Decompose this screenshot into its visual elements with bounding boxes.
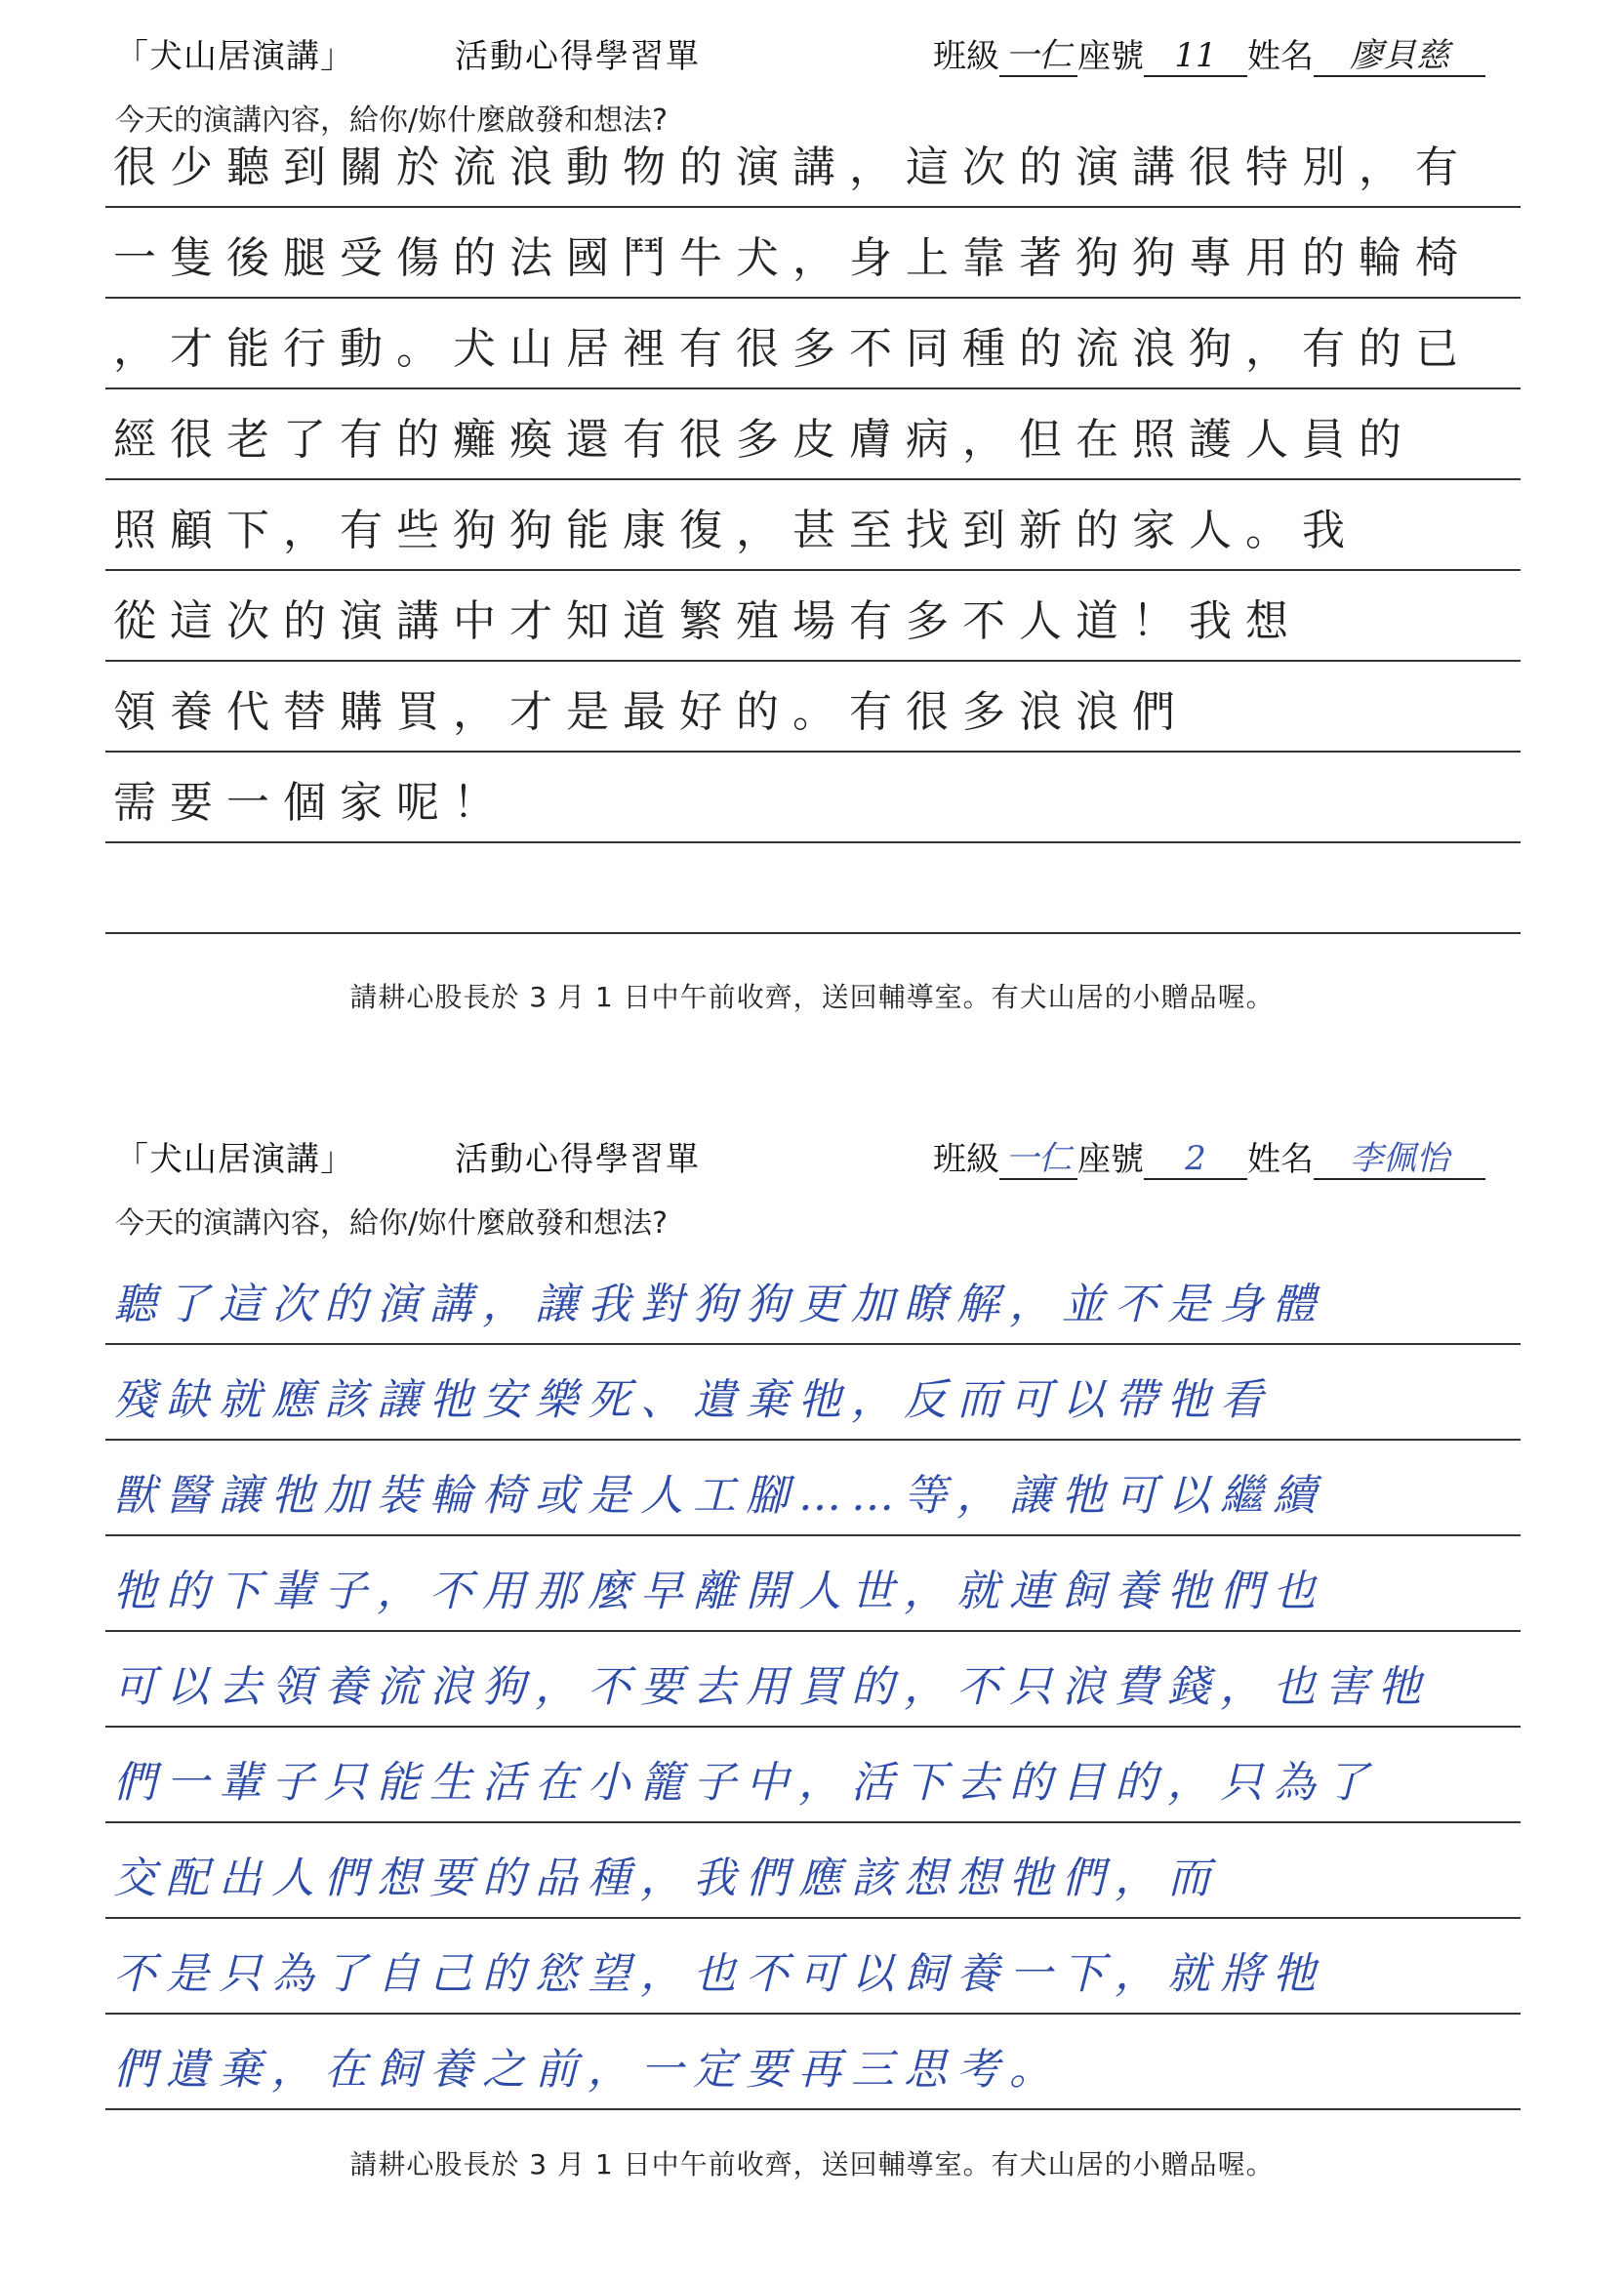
student-info xyxy=(933,29,1485,77)
name-field[interactable]: 李佩怡 xyxy=(1314,1139,1485,1180)
worksheet-2 xyxy=(0,1103,1624,2245)
writing-lines xyxy=(105,1249,1521,2110)
writing-line[interactable] xyxy=(105,843,1521,934)
worksheet-header xyxy=(115,29,1521,78)
writing-line[interactable] xyxy=(105,1345,1521,1441)
writing-line[interactable] xyxy=(105,2015,1521,2110)
name-label: 姓名 xyxy=(1247,37,1314,76)
reflection-prompt: 今天的演講內容，給你/妳什麼啟發和想法? xyxy=(115,103,669,138)
writing-lines xyxy=(105,117,1521,934)
writing-line[interactable] xyxy=(105,662,1521,753)
handwritten-text: 殘缺就應該讓牠安樂死、遺棄牠，反而可以帶牠看 xyxy=(113,1375,1273,1425)
handwritten-text: 們遺棄，在飼養之前，一定要再三思考。 xyxy=(113,2045,1062,2095)
seat-label: 座號 xyxy=(1077,37,1144,76)
handwritten-text: ，才能行動。犬山居裡有很多不同種的流浪狗，有的已 xyxy=(113,324,1472,374)
writing-line[interactable] xyxy=(105,1249,1521,1345)
writing-line[interactable] xyxy=(105,208,1521,299)
class-label: 班級 xyxy=(933,1140,999,1179)
handwritten-text: 聽了這次的演講，讓我對狗狗更加瞭解，並不是身體 xyxy=(113,1280,1325,1329)
writing-line[interactable] xyxy=(105,299,1521,389)
reflection-prompt: 今天的演講內容，給你/妳什麼啟發和想法? xyxy=(115,1206,669,1241)
writing-line[interactable] xyxy=(105,1536,1521,1632)
class-field[interactable]: 一仁 xyxy=(999,1139,1077,1180)
worksheet-title: 「犬山居演講」 xyxy=(115,1140,354,1179)
worksheet-activity: 活動心得學習單 xyxy=(455,37,701,76)
handwritten-text: 可以去領養流浪狗，不要去用買的，不只浪費錢，也害牠 xyxy=(113,1662,1431,1712)
writing-line[interactable] xyxy=(105,571,1521,662)
name-field[interactable]: 廖貝慈 xyxy=(1314,36,1485,77)
writing-line[interactable] xyxy=(105,1632,1521,1728)
writing-line[interactable] xyxy=(105,480,1521,571)
handwritten-text: 領養代替購買，才是最好的。有很多浪浪們 xyxy=(113,687,1189,737)
handwritten-text: 們一輩子只能生活在小籠子中，活下去的目的，只為了 xyxy=(113,1758,1378,1808)
student-info xyxy=(933,1132,1485,1180)
writing-line[interactable] xyxy=(105,1823,1521,1919)
writing-line[interactable] xyxy=(105,389,1521,480)
writing-line[interactable] xyxy=(105,753,1521,843)
writing-line[interactable] xyxy=(105,1728,1521,1823)
handwritten-text: 不是只為了自己的慾望，也不可以飼養一下，就將牠 xyxy=(113,1949,1325,1999)
handwritten-text: 一隻後腿受傷的法國鬥牛犬，身上靠著狗狗專用的輪椅 xyxy=(113,233,1472,283)
worksheet-1 xyxy=(0,0,1624,1035)
writing-line[interactable] xyxy=(105,117,1521,208)
name-label: 姓名 xyxy=(1247,1140,1314,1179)
seat-field[interactable]: 2 xyxy=(1144,1139,1247,1180)
worksheet-title: 「犬山居演講」 xyxy=(115,37,354,76)
handwritten-text: 需要一個家呢！ xyxy=(113,778,509,828)
handwritten-text: 從這次的演講中才知道繁殖場有多不人道！我想 xyxy=(113,596,1302,646)
worksheet-footer: 請耕心股長於 3 月 1 日中午前收齊，送回輔導室。有犬山居的小贈品喔。 xyxy=(349,2148,1275,2180)
handwritten-text: 牠的下輩子，不用那麼早離開人世，就連飼養牠們也 xyxy=(113,1567,1325,1616)
seat-field[interactable]: 11 xyxy=(1144,36,1247,77)
handwritten-text: 交配出人們想要的品種，我們應該想想牠們，而 xyxy=(113,1854,1220,1903)
seat-label: 座號 xyxy=(1077,1140,1144,1179)
handwritten-text: 照顧下，有些狗狗能康復，甚至找到新的家人。我 xyxy=(113,506,1359,555)
handwritten-text: 經很老了有的癱瘓還有很多皮膚病，但在照護人員的 xyxy=(113,415,1415,465)
handwritten-text: 獸醫讓牠加裝輪椅或是人工腳……等，讓牠可以繼續 xyxy=(113,1471,1325,1521)
worksheet-footer: 請耕心股長於 3 月 1 日中午前收齊，送回輔導室。有犬山居的小贈品喔。 xyxy=(349,981,1275,1013)
handwritten-text: 很少聽到關於流浪動物的演講，這次的演講很特別，有 xyxy=(113,143,1472,192)
writing-line[interactable] xyxy=(105,1919,1521,2015)
class-label: 班級 xyxy=(933,37,999,76)
class-field[interactable]: 一仁 xyxy=(999,36,1077,77)
worksheet-header xyxy=(115,1132,1521,1181)
worksheet-activity: 活動心得學習單 xyxy=(455,1140,701,1179)
writing-line[interactable] xyxy=(105,1441,1521,1536)
